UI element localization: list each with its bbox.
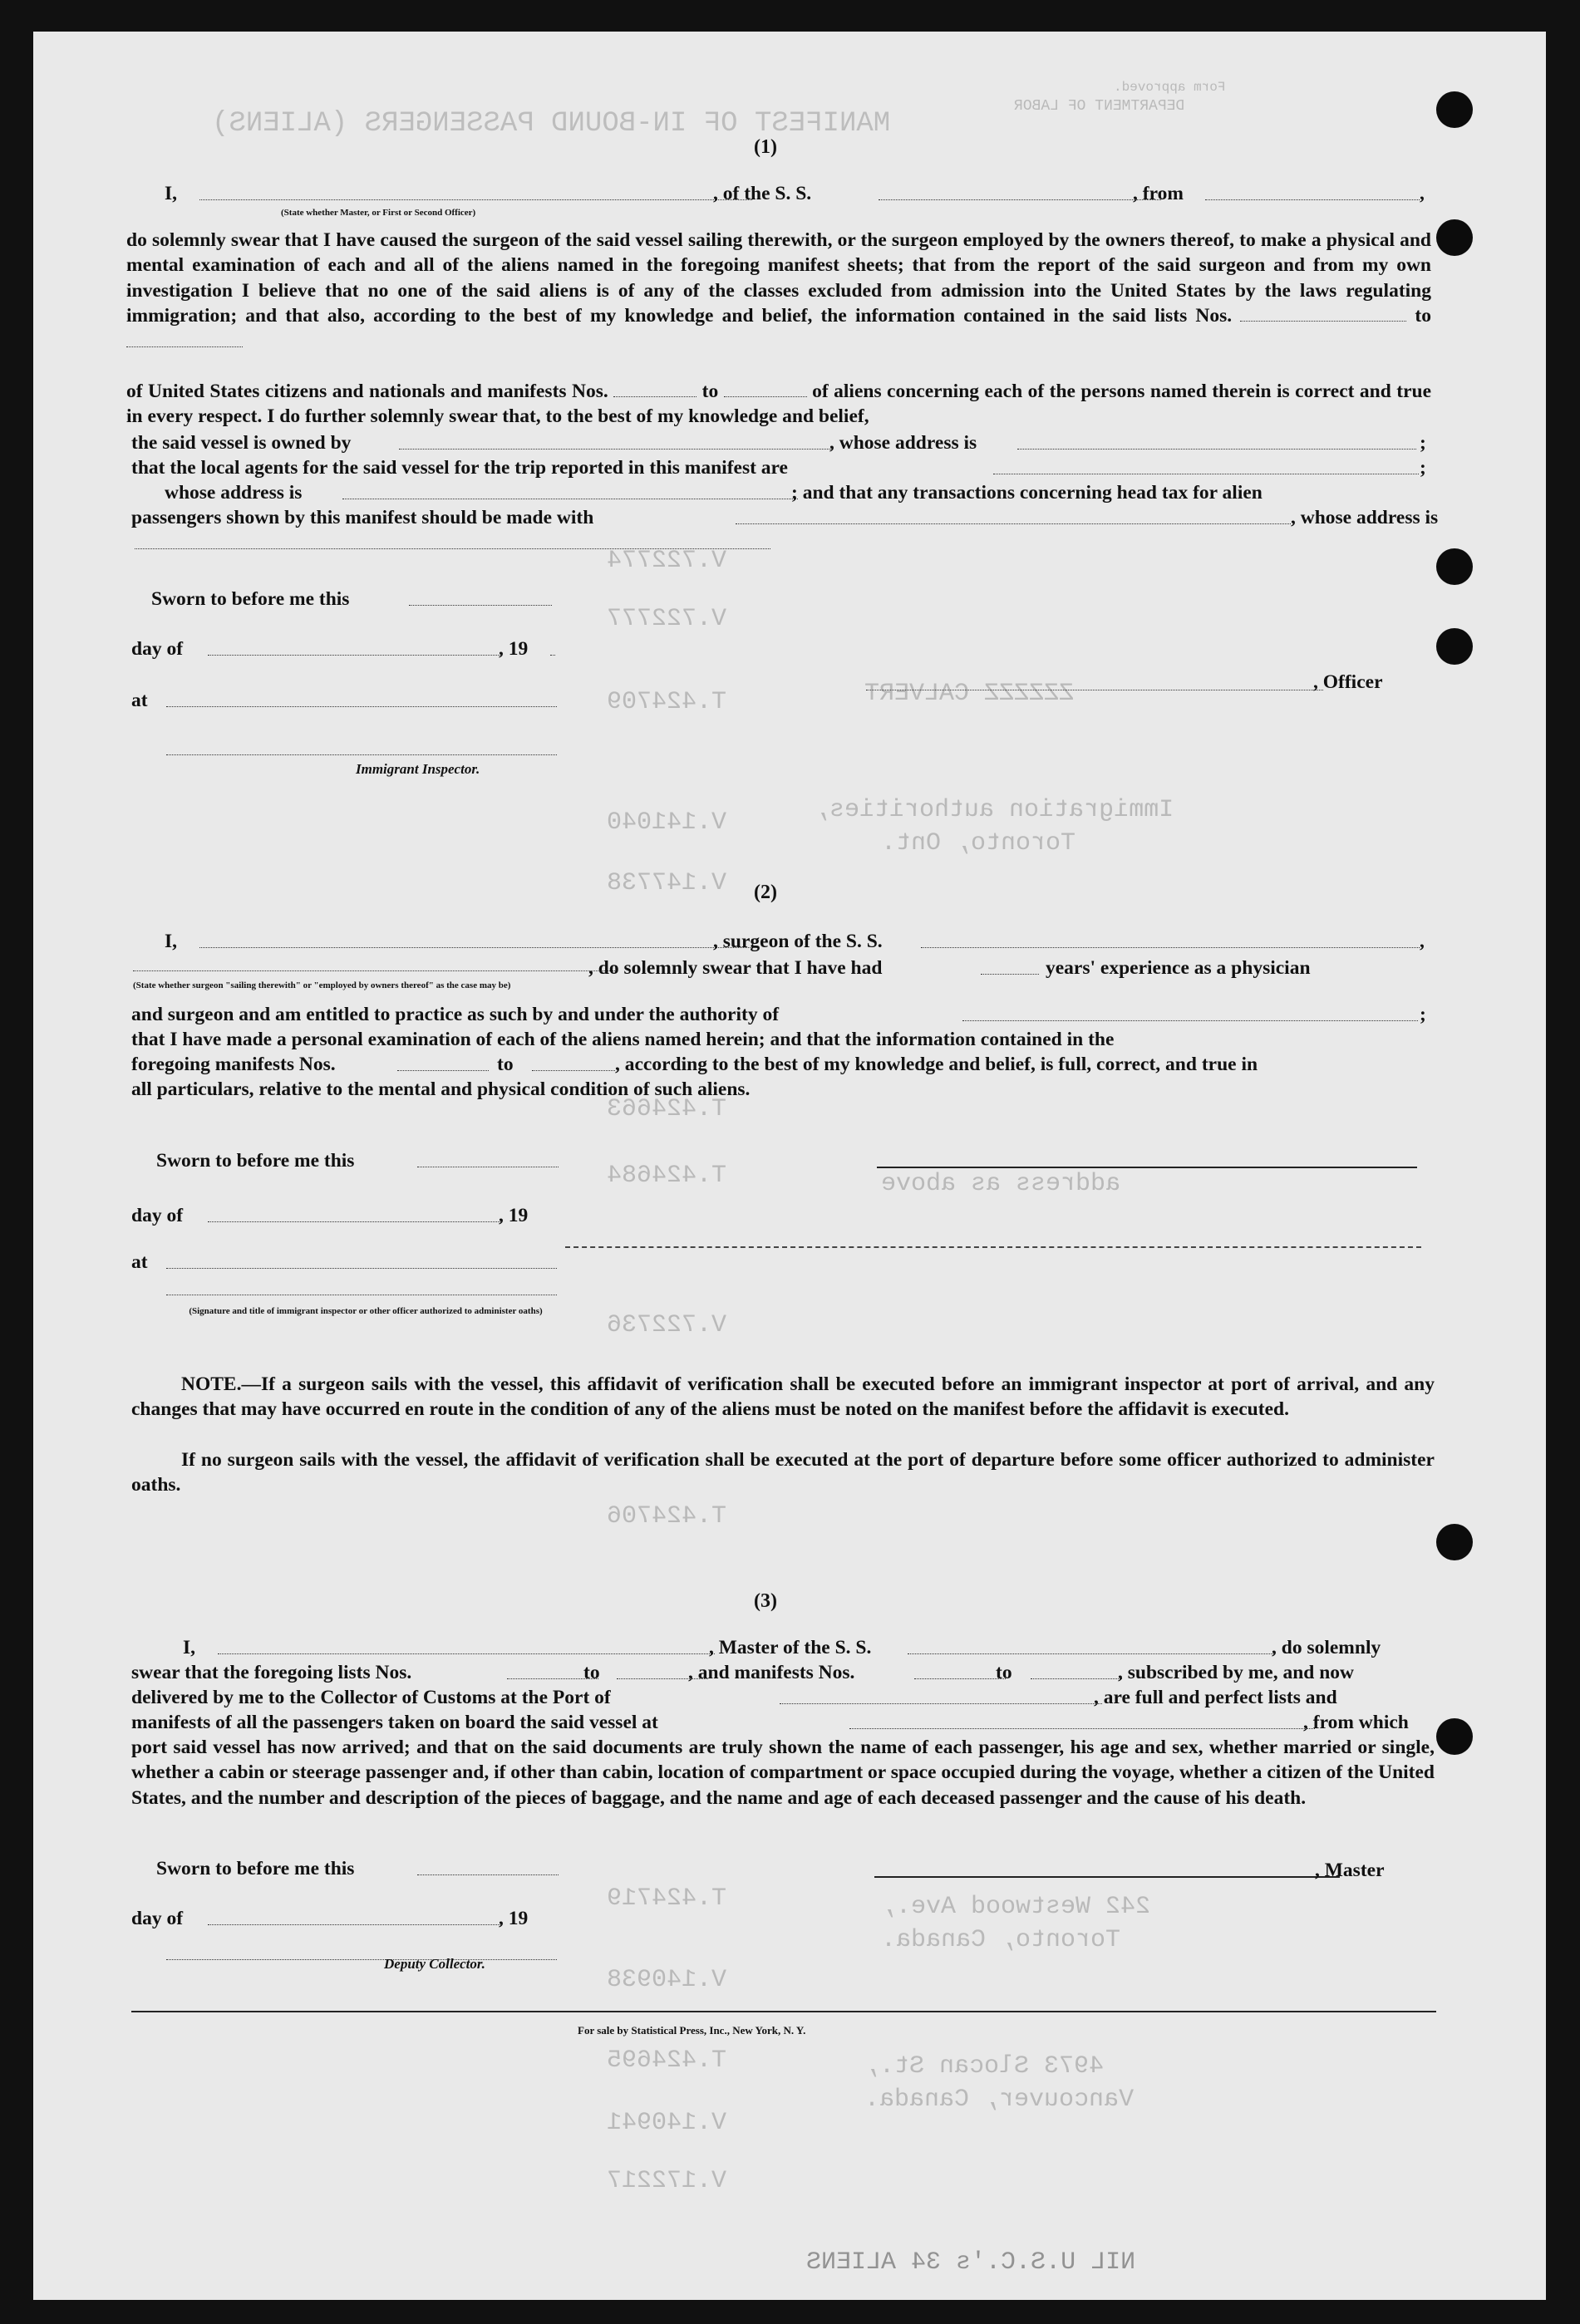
s3-swear-lists: swear that the foregoing lists Nos. bbox=[131, 1662, 412, 1683]
s1-officer-note: (State whether Master, or First or Second Officer) bbox=[281, 208, 476, 218]
bleed-text: Vancouver, Canada. bbox=[864, 2086, 1135, 2114]
s3-sworn: Sworn to before me this bbox=[156, 1858, 355, 1879]
s1-day-of: day of bbox=[131, 638, 184, 660]
bleed-text: NIL U.S.C.'s 34 ALIENS bbox=[806, 2248, 1136, 2277]
s1-owned-by: the said vessel is owned by bbox=[131, 432, 352, 454]
s1-inspector-label: Immigrant Inspector. bbox=[356, 761, 480, 777]
s1-line1-prefix: I, bbox=[165, 183, 178, 204]
bleed-text: T.424695 bbox=[607, 2046, 727, 2075]
s1-inspector-signature-field[interactable] bbox=[166, 754, 557, 755]
bleed-text: 242 Westwood Ave., bbox=[881, 1893, 1151, 1921]
s3-to2: to bbox=[996, 1662, 1012, 1683]
s3-and-manifests: , and manifests Nos. bbox=[688, 1662, 855, 1683]
s3-day-of: day of bbox=[131, 1908, 184, 1929]
bleed-text: V.722774 bbox=[607, 547, 727, 575]
s3-port-field[interactable] bbox=[780, 1703, 1102, 1704]
s2-at-field[interactable] bbox=[166, 1268, 557, 1269]
s1-owner-address-field[interactable] bbox=[1017, 449, 1416, 450]
bleed-text: T.424709 bbox=[607, 688, 727, 716]
note-paragraph-1: NOTE.—If a surgeon sails with the vessel, this affidavit of verification shall be executed before an immigrant inspector at port of arrival, and any changes that may have occurred en route in the condition of any of the aliens must be noted on the manifest before the affidavit is executed. bbox=[131, 1373, 1435, 1421]
s1-at: at bbox=[131, 690, 148, 711]
s1-paragraph-a: do solemnly swear that I have caused the surgeon of the said vessel sailing therewith, or the surgeon employed by the owners thereof, to make a physical and mental examination of each and all of the aliens named in the foregoing manifest sheets; that from the report of the said surgeon and from my own investigation I believe that no one of the said aliens is of any of the classes excluded from admission into the United States by the laws regulating immigration; and that also, according to the best of my knowledge and belief, the information contained in the said lists Nos. to bbox=[126, 228, 1431, 354]
s2-prefix: I, bbox=[165, 931, 178, 952]
s2-foregoing: foregoing manifests Nos. bbox=[131, 1054, 336, 1075]
s3-do-solemnly: , do solemnly bbox=[1272, 1637, 1381, 1658]
header-faint-dept: DEPARTMENT OF LABOR bbox=[1014, 98, 1185, 115]
s3-prefix: I, bbox=[183, 1637, 196, 1658]
s3-vessel-field[interactable] bbox=[908, 1653, 1273, 1654]
s3-master-of: , Master of the S. S. bbox=[709, 1637, 872, 1658]
punch-hole bbox=[1436, 219, 1473, 256]
s2-vessel-field[interactable] bbox=[921, 947, 1420, 948]
s1-sworn: Sworn to before me this bbox=[151, 588, 350, 610]
s2-years: years' experience as a physician bbox=[1046, 957, 1311, 979]
s1-officer: , Officer bbox=[1313, 671, 1383, 693]
bleed-text: V.141040 bbox=[607, 808, 727, 837]
s3-collector-field[interactable] bbox=[166, 1959, 557, 1960]
s2-sworn: Sworn to before me this bbox=[156, 1150, 355, 1172]
bleed-text: V.140938 bbox=[607, 1966, 727, 1994]
s3-full-perfect: , are full and perfect lists and bbox=[1094, 1687, 1337, 1708]
punch-hole bbox=[1436, 1718, 1473, 1755]
s3-from-which: , from which bbox=[1303, 1712, 1409, 1733]
s1-line1-end: , bbox=[1420, 183, 1425, 204]
s2-years-field[interactable] bbox=[981, 974, 1039, 975]
punch-hole bbox=[1436, 91, 1473, 128]
manifest-page bbox=[33, 32, 1546, 2300]
bleed-text: V.722777 bbox=[607, 605, 727, 633]
s2-comma: , bbox=[1420, 931, 1425, 952]
s2-signature-note: (Signature and title of immigrant inspector or other officer authorized to administer oaths) bbox=[189, 1306, 543, 1316]
s2-signature-line[interactable] bbox=[877, 1167, 1417, 1168]
s2-authority: and surgeon and am entitled to practice as such by and under the authority of bbox=[131, 1004, 780, 1025]
s2-according: , according to the best of my knowledge and belief, is full, correct, and true in bbox=[615, 1054, 1258, 1075]
s3-master-name-field[interactable] bbox=[218, 1653, 715, 1654]
s3-subscribed: , subscribed by me, and now bbox=[1118, 1662, 1355, 1683]
s1-at-field[interactable] bbox=[166, 706, 557, 707]
s2-surgeon-of: , surgeon of the S. S. bbox=[713, 931, 883, 952]
s1-line1-from: , from bbox=[1133, 183, 1184, 204]
punch-hole bbox=[1436, 1524, 1473, 1560]
footer-publisher: For sale by Statistical Press, Inc., New York, N. Y. bbox=[578, 2024, 806, 2037]
s1-local-agents: that the local agents for the said vessel for the trip reported in this manifest are bbox=[131, 457, 788, 479]
s1-head-tax: ; and that any transactions concerning head tax for alien bbox=[791, 482, 1263, 504]
s1-semicolon: ; bbox=[1420, 432, 1426, 454]
punch-hole bbox=[1436, 628, 1473, 665]
s1-officer-name-field[interactable] bbox=[199, 199, 752, 200]
header-faint-form: Form approved. bbox=[1114, 80, 1226, 95]
s1-paragraph-b: of United States citizens and nationals and manifests Nos. to of aliens concerning each of the persons named therein is correct and true in every respect. I do further solemnly swear that, to the best of my knowledge and belief, bbox=[126, 381, 1431, 428]
s1-line1-of: , of the S. S. bbox=[713, 183, 812, 204]
s1-from-field[interactable] bbox=[1205, 199, 1420, 200]
bleed-text: 4973 Slocan St., bbox=[864, 2052, 1105, 2081]
bleed-text: V.172217 bbox=[607, 2167, 727, 2195]
section-3-number: (3) bbox=[754, 1590, 777, 1612]
s3-manifests-from-field[interactable] bbox=[914, 1678, 1006, 1679]
s1-whose-address-3: , whose address is bbox=[1291, 507, 1439, 528]
s2-manifest-from-field[interactable] bbox=[397, 1070, 489, 1071]
bleed-text: V.140941 bbox=[607, 2109, 727, 2137]
note-paragraph-2: If no surgeon sails with the vessel, the affidavit of verification shall be executed at the port of departure before some officer authorized to administer oaths. bbox=[131, 1449, 1435, 1496]
s3-paragraph: port said vessel has now arrived; and that on the said documents are truly shown the name of each passenger, his age and sex, whether married or single, whether a cabin or steerage passenger and, if other than cabin, location of compartment or space occupied during the voyage, whether a citizen of the United States, and the number and description of the pieces of baggage, and the name and age of each deceased passenger and the cause of his death. bbox=[131, 1737, 1435, 1809]
s2-surgeon-name-field[interactable] bbox=[199, 947, 752, 948]
s2-at: at bbox=[131, 1251, 148, 1273]
s3-master-signature-line[interactable] bbox=[874, 1876, 1340, 1878]
s2-status-field[interactable] bbox=[133, 970, 615, 971]
s2-manifest-to-field[interactable] bbox=[532, 1070, 615, 1071]
s1-made-with-field[interactable] bbox=[736, 523, 1291, 524]
s1-passengers: passengers shown by this manifest should be made with bbox=[131, 507, 594, 528]
s1-vessel-field[interactable] bbox=[879, 199, 1161, 200]
s2-status-note: (State whether surgeon "sailing therewith" or "employed by owners thereof" as the case may be) bbox=[133, 980, 511, 990]
footer-rule bbox=[131, 2011, 1436, 2012]
s3-nineteen: , 19 bbox=[499, 1908, 529, 1929]
s3-sworn-field[interactable] bbox=[417, 1874, 559, 1875]
s2-dashed-line bbox=[565, 1246, 1421, 1248]
section-1-number: (1) bbox=[754, 136, 777, 158]
s1-year-field[interactable] bbox=[550, 655, 555, 656]
s1-whose-address: , whose address is bbox=[829, 432, 977, 454]
s3-manifests-all: manifests of all the passengers taken on board the said vessel at bbox=[131, 1712, 658, 1733]
s3-delivered: delivered by me to the Collector of Customs at the Port of bbox=[131, 1687, 611, 1708]
s1-owner-field[interactable] bbox=[399, 449, 831, 450]
s2-swear: , do solemnly swear that I have had bbox=[588, 957, 883, 979]
s2-day-of: day of bbox=[131, 1205, 184, 1226]
bleed-text: V.147738 bbox=[607, 869, 727, 897]
s2-to: to bbox=[497, 1054, 514, 1075]
bleed-text: Immigration authorities, bbox=[815, 796, 1174, 824]
s2-day-field[interactable] bbox=[208, 1221, 500, 1222]
bleed-text: T.424719 bbox=[607, 1884, 727, 1913]
s3-embark-field[interactable] bbox=[849, 1728, 1315, 1729]
s3-day-field[interactable] bbox=[208, 1924, 500, 1925]
bleed-text: Toronto, Canada. bbox=[881, 1926, 1121, 1954]
s2-semicolon: ; bbox=[1420, 1004, 1426, 1025]
header-faint-title: MANIFEST OF IN-BOUND PASSENGERS (ALIENS) bbox=[212, 108, 891, 140]
s3-collector-label: Deputy Collector. bbox=[384, 1956, 485, 1972]
s1-made-with-address-field[interactable] bbox=[135, 548, 770, 549]
s2-line-b: that I have made a personal examination of each of the aliens named herein; and that the information contained in the bbox=[131, 1029, 1115, 1050]
bleed-text: T.424684 bbox=[607, 1162, 727, 1190]
bleed-text: Toronto, Ont. bbox=[881, 829, 1076, 857]
s1-sworn-field[interactable] bbox=[409, 605, 552, 606]
s1-day-field[interactable] bbox=[208, 655, 500, 656]
s3-master: , Master bbox=[1315, 1860, 1385, 1881]
s2-particulars: all particulars, relative to the mental and physical condition of such aliens. bbox=[131, 1078, 751, 1100]
bleed-text: ZZZZZZ CALVERT bbox=[864, 680, 1075, 708]
bleed-text: T.424663 bbox=[607, 1095, 727, 1123]
s1-semicolon-2: ; bbox=[1420, 457, 1426, 479]
s2-authority-field[interactable] bbox=[962, 1020, 1418, 1021]
section-2-number: (2) bbox=[754, 882, 777, 903]
s3-to1: to bbox=[583, 1662, 600, 1683]
s2-nineteen: , 19 bbox=[499, 1205, 529, 1226]
s1-whose-address-2: whose address is bbox=[165, 482, 303, 504]
bleed-text: address as above bbox=[881, 1170, 1121, 1198]
s3-manifests-to-field[interactable] bbox=[1031, 1678, 1122, 1679]
punch-hole bbox=[1436, 548, 1473, 585]
bleed-text: V.722736 bbox=[607, 1311, 727, 1339]
bleed-text: T.424706 bbox=[607, 1502, 727, 1530]
s1-nineteen: , 19 bbox=[499, 638, 529, 660]
